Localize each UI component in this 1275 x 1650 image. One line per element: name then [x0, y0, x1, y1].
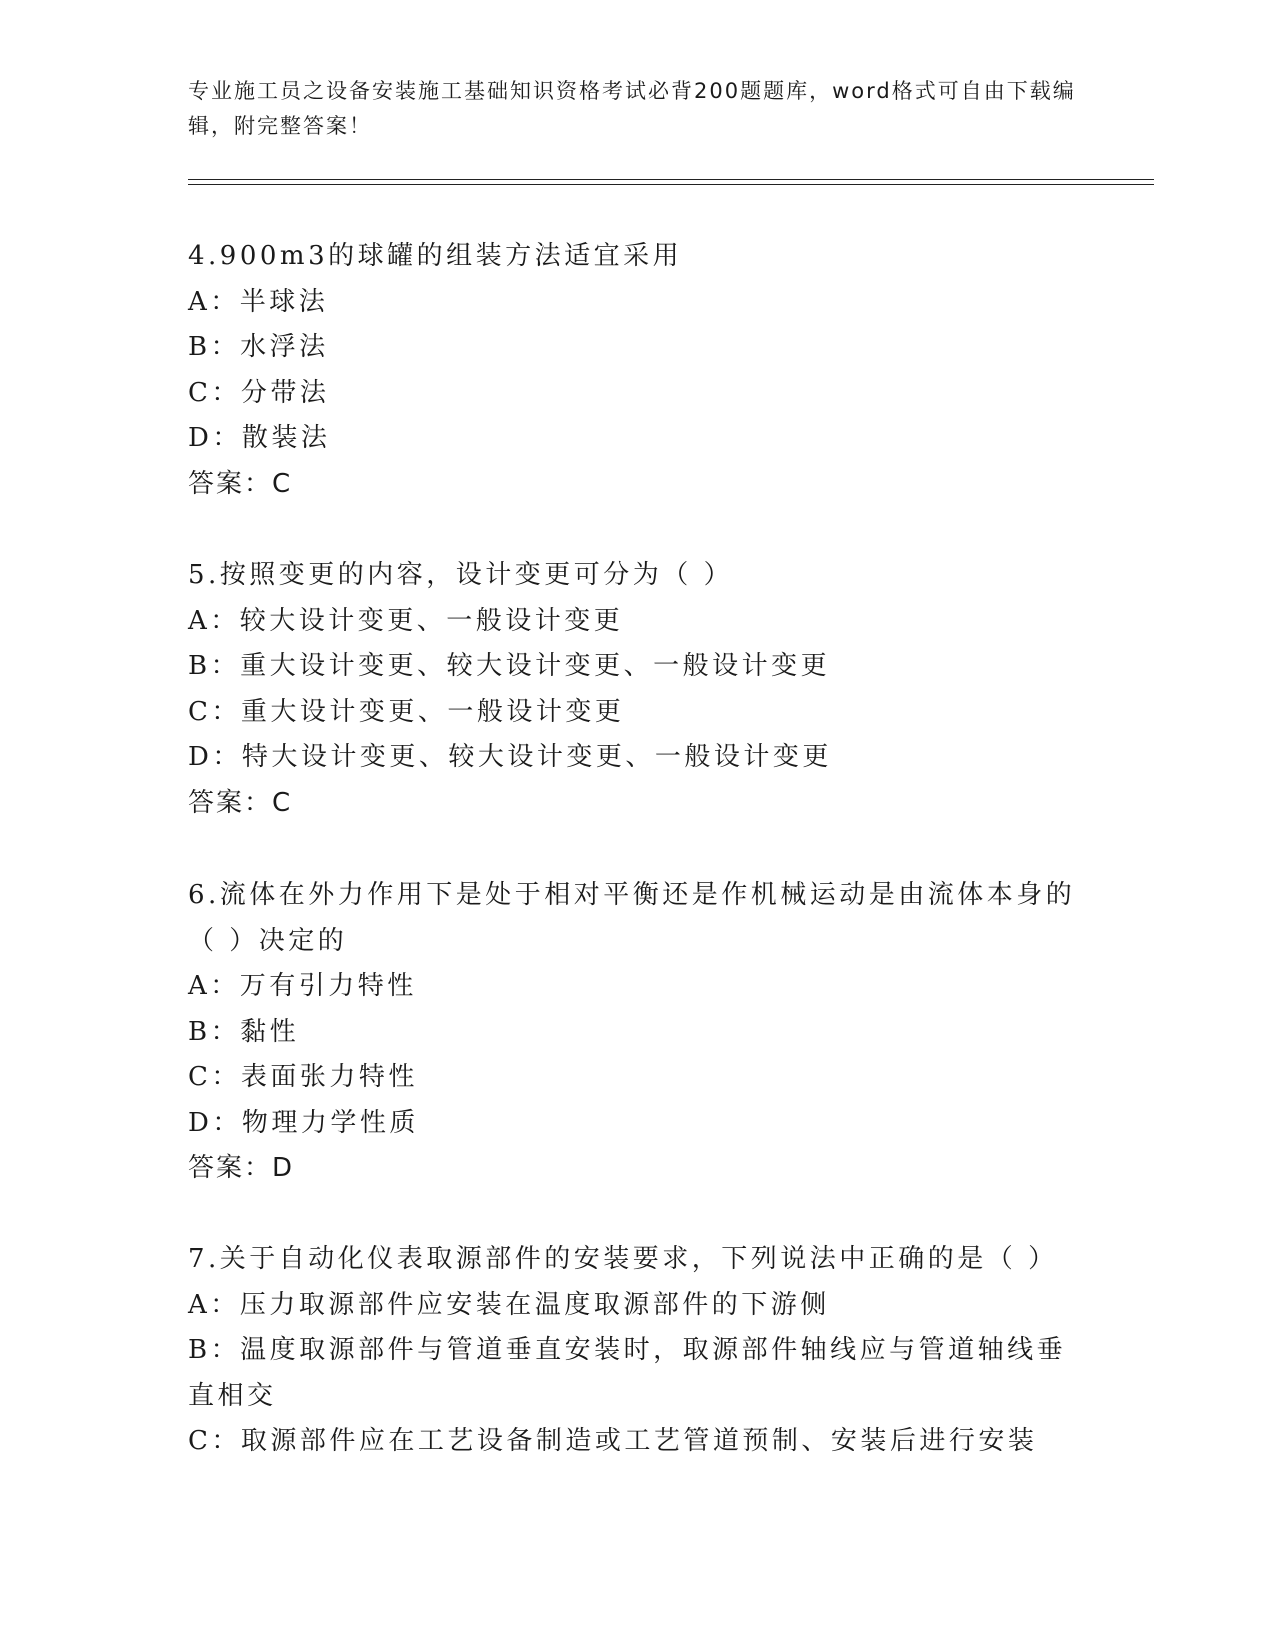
- answer-line: 答案：C: [188, 468, 293, 499]
- question-7: [188, 1237, 1088, 1465]
- option-c: C：取源部件应在工艺设备制造或工艺管道预制、安装后进行安装: [188, 1426, 1038, 1456]
- question-stem: 4.900m3的球罐的组装方法适宜采用: [188, 241, 683, 271]
- answer-line: 答案：D: [188, 1153, 295, 1183]
- option-d: D：散装法: [188, 423, 331, 453]
- question-stem: 5.按照变更的内容，设计变更可分为（ ）: [188, 560, 734, 590]
- option-a: A：万有引力特性: [188, 971, 417, 1001]
- question-5: [188, 553, 1088, 826]
- option-d: D：特大设计变更、较大设计变更、一般设计变更: [188, 742, 832, 772]
- option-b: B：水浮法: [188, 332, 329, 362]
- answer-line: 答案：C: [188, 787, 293, 818]
- question-stem: 7.关于自动化仪表取源部件的安装要求，下列说法中正确的是（ ）: [188, 1244, 1058, 1274]
- question-4: [188, 234, 1088, 507]
- option-c: C：重大设计变更、一般设计变更: [188, 696, 625, 727]
- option-c: C：分带法: [188, 377, 330, 408]
- option-b: B：黏性: [188, 1016, 300, 1047]
- option-b: B：温度取源部件与管道垂直安装时，取源部件轴线应与管道轴线垂直相交: [188, 1335, 1067, 1411]
- header-divider-top: [188, 179, 1154, 180]
- question-stem: 6.流体在外力作用下是处于相对平衡还是作机械运动是由流体本身的（ ）决定的: [188, 880, 1076, 956]
- option-b: B：重大设计变更、较大设计变更、一般设计变更: [188, 651, 831, 681]
- option-a: A：半球法: [188, 286, 329, 317]
- option-d: D：物理力学性质: [188, 1107, 419, 1138]
- header-divider-bottom: [188, 184, 1154, 185]
- option-a: A：较大设计变更、一般设计变更: [188, 605, 624, 636]
- question-6: [188, 873, 1088, 1192]
- document-header: 专业施工员之设备安装施工基础知识资格考试必背200题题库，word格式可自由下载编辑，附完整答案！: [188, 79, 1076, 138]
- option-c: C：表面张力特性: [188, 1062, 418, 1092]
- option-a: A：压力取源部件应安装在温度取源部件的下游侧: [188, 1289, 830, 1320]
